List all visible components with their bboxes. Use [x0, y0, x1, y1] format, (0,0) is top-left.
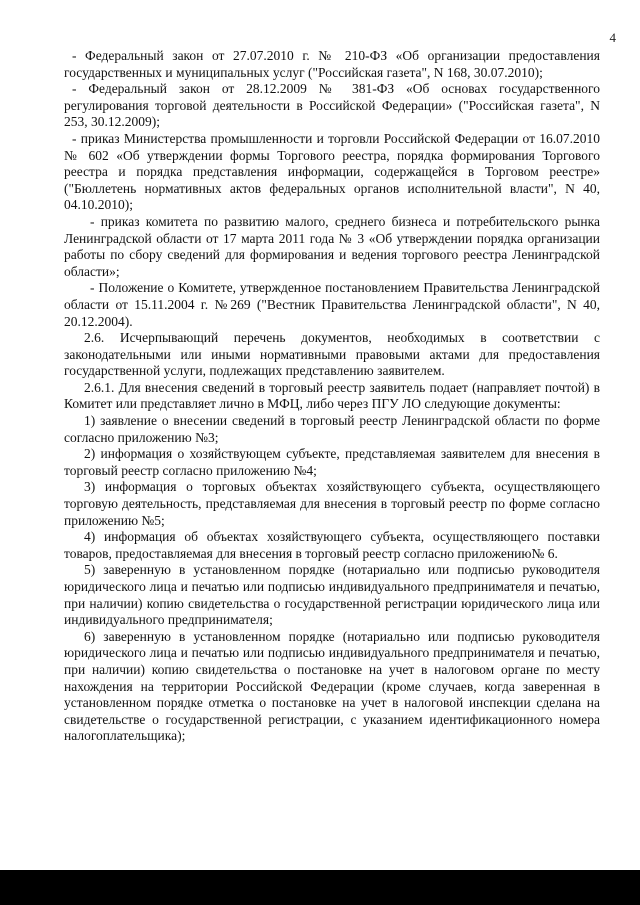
- paragraph-order-602: - приказ Министерства промышленности и торговли Российской Федерации от 16.07.2010 № 602 «Об утверждении формы Торгового реестра, порядка формирования Торгового реестра и порядка представления информации, содержащейся в Торговом реестре» ("Бюллетень нормативных актов федеральных органов исполнительной власти", N 40, 04.10.2010);: [64, 130, 600, 213]
- list-item-2: 2) информация о хозяйствующем субъекте, представляемая заявителем для внесения в торговый реестр согласно приложению №4;: [64, 446, 600, 478]
- list-item-3: 3) информация о торговых объектах хозяйствующего субъекта, осуществляющего торговую деятельность, представляемая для внесения в торговый реестр по форме согласно приложению №5;: [64, 479, 600, 528]
- paragraph-order-committee: - приказ комитета по развитию малого, среднего бизнеса и потребительского рынка Ленинградской области от 17 марта 2011 года № 3 «Об утверждении порядка организации работы по сбору сведений для формирования и ведения торгового реестра Ленинградской области»;: [64, 213, 600, 279]
- list-item-6: 6) заверенную в установленном порядке (нотариально или подписью руководителя юридического лица и печатью или подписью индивидуального предпринимателя и печатью, при наличии) копию свидетельства о постановке на учет в налоговом органе по месту нахождения на территории Российской Федерации (кроме случаев, когда заверенная в установленном порядке отметка о постановке на учет в налоговой инспекции сделана на свидетельстве о государственной регистрации, с указанием идентификационного номера налогоплательщика);: [64, 628, 600, 744]
- scan-bottom-border: [0, 870, 640, 905]
- list-item-5: 5) заверенную в установленном порядке (нотариально или подписью руководителя юридического лица и печатью или подписью индивидуального предпринимателя и печатью, при наличии) копию свидетельства о государственной регистрации юридического лица или индивидуального предпринимателя;: [64, 562, 600, 628]
- list-item-1: 1) заявление о внесении сведений в торговый реестр Ленинградской области по форме согласно приложению №3;: [64, 413, 600, 445]
- paragraph-section-2-6-1: 2.6.1. Для внесения сведений в торговый реестр заявитель подает (направляет почтой) в Комитет или представляет лично в МФЦ, либо через ПГУ ЛО следующие документы:: [64, 379, 600, 412]
- paragraph-committee-regulation: - Положение о Комитете, утвержденное постановлением Правительства Ленинградской области от 15.11.2004 г. №269 ("Вестник Правительства Ленинградской области", N 40, 20.12.2004).: [64, 280, 600, 329]
- paragraph-section-2-6: 2.6. Исчерпывающий перечень документов, необходимых в соответствии с законодательными или иными нормативными правовыми актами для предоставления государственной услуги, подлежащих представлению заявителем.: [64, 330, 600, 379]
- paragraph-law-381fz: - Федеральный закон от 28.12.2009 № 381-ФЗ «Об основах государственного регулирования торговой деятельности в Российской Федерации» ("Российская газета", N 253, 30.12.2009);: [64, 81, 600, 130]
- document-body: [64, 48, 600, 745]
- list-item-4: 4) информация об объектах хозяйствующего субъекта, осуществляющего поставки товаров, предоставляемая для внесения в торговый реестр согласно приложению№ 6.: [64, 529, 600, 561]
- page-number: 4: [609, 30, 616, 45]
- paragraph-law-210fz: - Федеральный закон от 27.07.2010 г. № 210-ФЗ «Об организации предоставления государственных и муниципальных услуг ("Российская газета", N 168, 30.07.2010);: [64, 48, 600, 80]
